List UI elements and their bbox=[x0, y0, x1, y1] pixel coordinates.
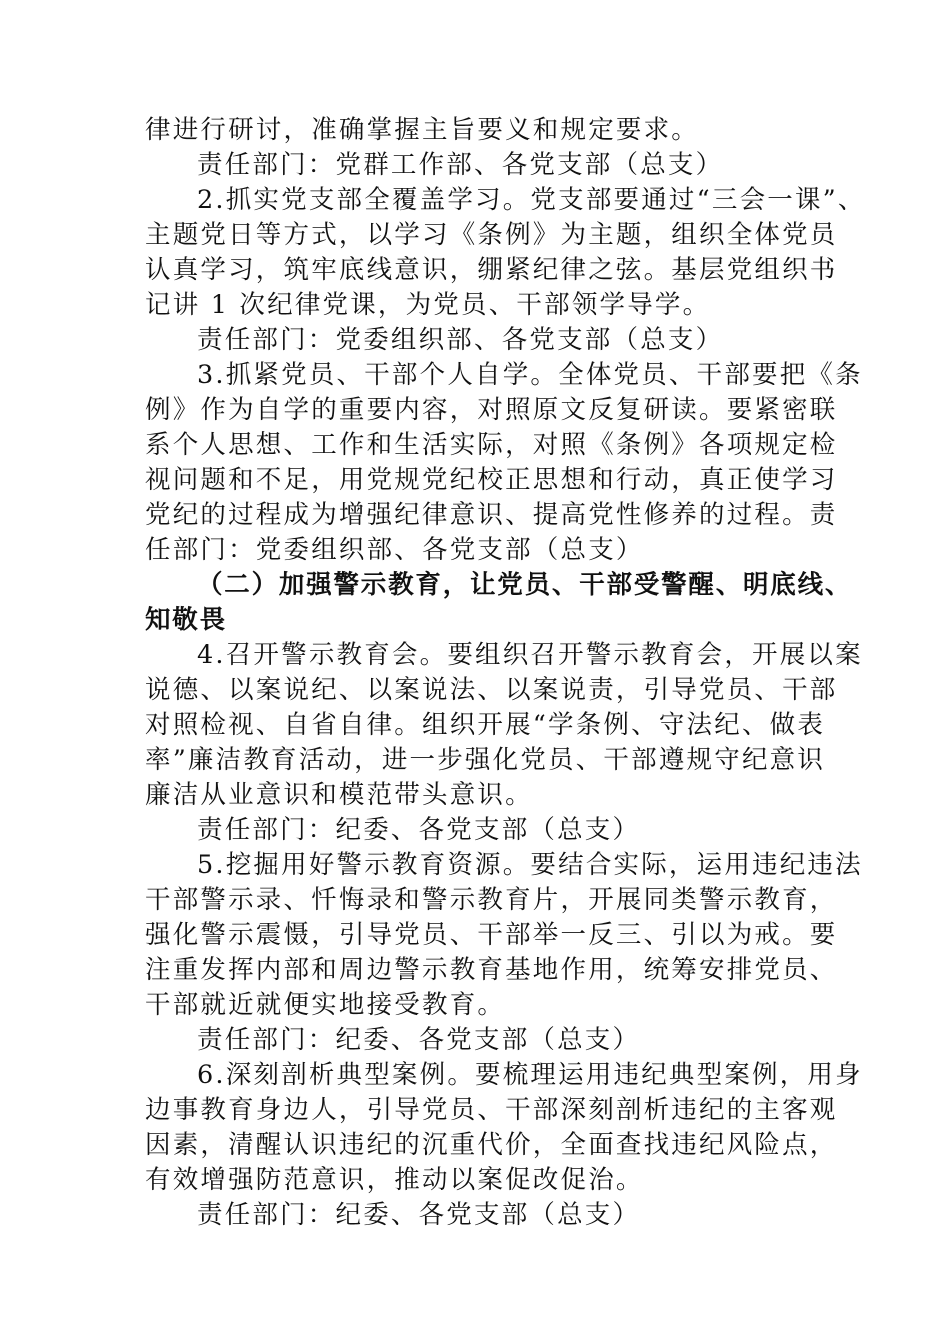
text-line: 主题党日等方式，以学习《条例》为主题，组织全体党员 bbox=[145, 220, 838, 250]
text-line: 说德、以案说纪、以案说法、以案说责，引导党员、干部 bbox=[145, 675, 838, 705]
paragraph bbox=[145, 113, 825, 148]
paragraph bbox=[145, 1058, 863, 1198]
text-line: 责任部门：纪委、各党支部（总支） bbox=[197, 1200, 641, 1230]
text-line: 视问题和不足，用党规党纪校正思想和行动，真正使学习 bbox=[145, 465, 838, 495]
text-line: 责任部门：纪委、各党支部（总支） bbox=[197, 815, 641, 845]
paragraph bbox=[145, 358, 863, 568]
text-line: 廉洁从业意识和模范带头意识。 bbox=[145, 780, 533, 810]
text-line: 4.召开警示教育会。要组织召开警示教育会，开展以案 bbox=[197, 640, 863, 670]
section-heading bbox=[145, 568, 853, 638]
text-line: 强化警示震慑，引导党员、干部举一反三、引以为戒。要 bbox=[145, 920, 838, 950]
text-line: 责任部门：党群工作部、各党支部（总支） bbox=[197, 150, 724, 180]
text-line: 干部就近就便实地接受教育。 bbox=[145, 990, 506, 1020]
text-line: （二）加强警示教育，让党员、干部受警醒、明底线、 bbox=[197, 570, 853, 600]
text-line: 5.挖掘用好警示教育资源。要结合实际，运用违纪违法 bbox=[197, 850, 863, 880]
text-line: 注重发挥内部和周边警示教育基地作用，统筹安排党员、 bbox=[145, 955, 838, 985]
paragraph bbox=[145, 1023, 825, 1058]
text-line: 例》作为自学的重要内容，对照原文反复研读。要紧密联 bbox=[145, 395, 838, 425]
paragraph bbox=[145, 1198, 825, 1233]
paragraph bbox=[145, 848, 863, 1023]
text-line: 对照检视、自省自律。组织开展“学条例、守法纪、做表 bbox=[145, 710, 826, 740]
text-line: 记讲 1 次纪律党课，为党员、干部领学导学。 bbox=[145, 290, 711, 320]
text-line: 干部警示录、忏悔录和警示教育片，开展同类警示教育， bbox=[145, 885, 838, 915]
paragraph bbox=[145, 638, 863, 813]
text-line: 认真学习，筑牢底线意识，绷紧纪律之弦。基层党组织书 bbox=[145, 255, 838, 285]
text-line: 律进行研讨，准确掌握主旨要义和规定要求。 bbox=[145, 115, 700, 145]
paragraph bbox=[145, 323, 825, 358]
paragraph bbox=[145, 148, 825, 183]
text-line: 责任部门：纪委、各党支部（总支） bbox=[197, 1025, 641, 1055]
text-line: 系个人思想、工作和生活实际，对照《条例》各项规定检 bbox=[145, 430, 838, 460]
text-line: 3.抓紧党员、干部个人自学。全体党员、干部要把《条 bbox=[197, 360, 863, 390]
text-line: 6.深刻剖析典型案例。要梳理运用违纪典型案例，用身 bbox=[197, 1060, 863, 1090]
text-line: 知敬畏 bbox=[145, 605, 227, 635]
text-line: 任部门：党委组织部、各党支部（总支） bbox=[145, 535, 644, 565]
paragraph bbox=[145, 813, 825, 848]
document-page bbox=[145, 113, 866, 1233]
text-line: 率”廉洁教育活动，进一步强化党员、干部遵规守纪意识 bbox=[145, 745, 826, 775]
text-line: 因素，清醒认识违纪的沉重代价，全面查找违纪风险点， bbox=[145, 1130, 838, 1160]
text-line: 责任部门：党委组织部、各党支部（总支） bbox=[197, 325, 724, 355]
paragraph bbox=[145, 183, 866, 323]
text-line: 2.抓实党支部全覆盖学习。党支部要通过“三会一课”、 bbox=[197, 185, 866, 215]
text-line: 边事教育身边人，引导党员、干部深刻剖析违纪的主客观 bbox=[145, 1095, 838, 1125]
text-line: 有效增强防范意识，推动以案促改促治。 bbox=[145, 1165, 644, 1195]
text-line: 党纪的过程成为增强纪律意识、提高党性修养的过程。责 bbox=[145, 500, 838, 530]
